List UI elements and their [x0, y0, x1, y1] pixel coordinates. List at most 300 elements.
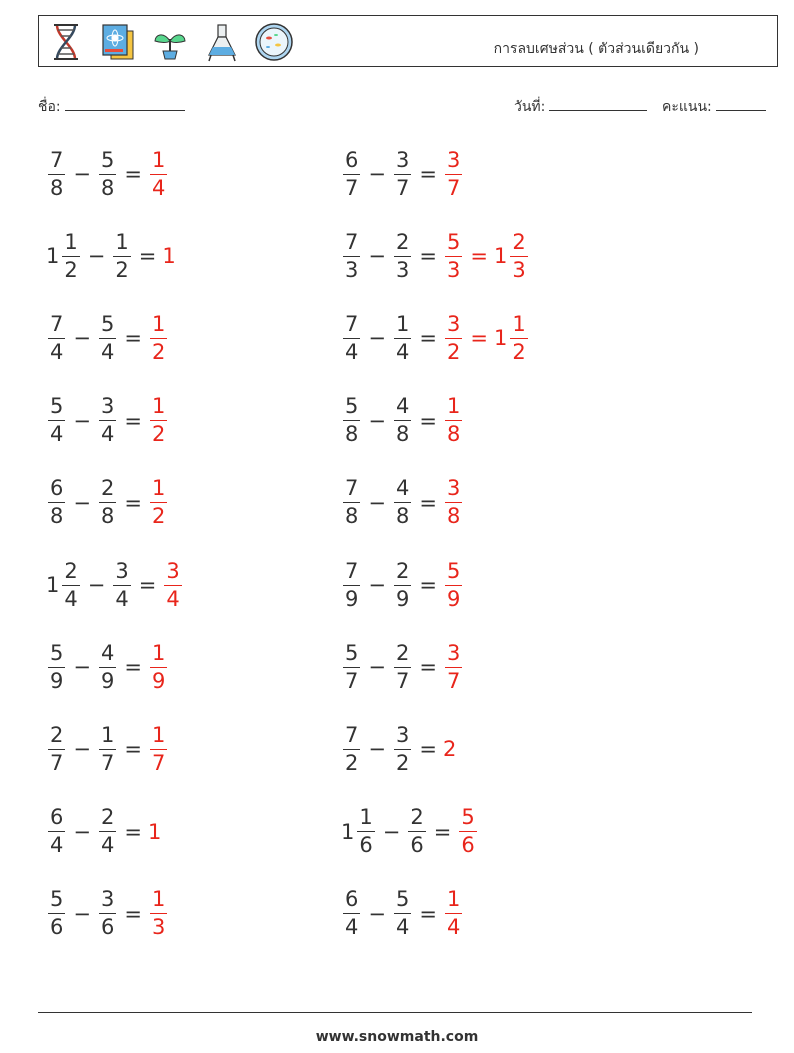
- numerator: 3: [446, 476, 461, 501]
- numerator: 1: [395, 311, 410, 336]
- equals-sign: =: [138, 244, 157, 269]
- numerator: 5: [50, 394, 64, 419]
- name-field[interactable]: [38, 96, 185, 118]
- denominator: 4: [50, 339, 64, 364]
- answer: [443, 229, 530, 282]
- footer-divider: [38, 1012, 752, 1013]
- numerator: 5: [446, 229, 461, 254]
- denominator: 9: [446, 586, 461, 611]
- numerator: 7: [50, 147, 64, 172]
- denominator: 6: [461, 833, 475, 858]
- mixed-number: [46, 396, 67, 445]
- problem-9: [46, 473, 169, 533]
- denominator: 4: [100, 339, 115, 364]
- mixed-number: [443, 737, 457, 761]
- worksheet-title: การลบเศษส่วน ( ตัวส่วนเดียวกัน ): [493, 41, 699, 57]
- numerator: 1: [151, 311, 166, 336]
- fraction: [445, 640, 462, 693]
- minus-sign: −: [368, 901, 386, 926]
- worksheet-header: [38, 15, 778, 67]
- numerator: 1: [151, 394, 166, 419]
- denominator: 7: [151, 750, 166, 775]
- mixed-number: [443, 558, 464, 611]
- numerator: 3: [100, 394, 115, 419]
- fraction: [445, 311, 462, 364]
- minus-sign: −: [368, 326, 386, 351]
- fraction: [48, 722, 65, 775]
- numerator: 6: [345, 147, 359, 172]
- numerator: 3: [166, 558, 180, 583]
- mixed-number: [148, 478, 169, 527]
- fraction: [99, 478, 116, 527]
- science-book-icon: [97, 21, 139, 63]
- equals-sign: =: [124, 326, 142, 351]
- denominator: 4: [64, 586, 78, 611]
- mixed-number: [341, 396, 362, 445]
- answer: [443, 396, 464, 445]
- mixed-number: [46, 558, 82, 611]
- header-icons: [45, 20, 295, 64]
- minus-sign: −: [73, 408, 91, 433]
- denominator: 6: [410, 833, 424, 858]
- numerator: 2: [395, 229, 410, 254]
- numerator: 5: [345, 394, 359, 419]
- numerator: 5: [100, 311, 115, 336]
- minus-sign: −: [73, 737, 91, 762]
- fraction: [445, 889, 462, 938]
- fraction: [150, 147, 167, 200]
- fraction: [113, 229, 130, 282]
- minus-sign: −: [368, 490, 386, 515]
- name-blank[interactable]: [65, 97, 185, 111]
- answer: [162, 558, 183, 611]
- fraction: [48, 147, 65, 200]
- equals-sign: =: [470, 244, 488, 269]
- mixed-number: [46, 311, 67, 364]
- equals-sign: =: [124, 819, 142, 844]
- numerator: 1: [446, 394, 461, 419]
- minus-sign: −: [368, 162, 386, 186]
- denominator: 7: [395, 668, 410, 693]
- denominator: 4: [100, 833, 115, 858]
- minus-sign: −: [368, 737, 386, 762]
- fraction: [48, 396, 65, 445]
- mixed-number: [97, 396, 118, 445]
- equals-sign: =: [124, 490, 142, 515]
- mixed-number: [341, 807, 377, 856]
- mixed-number: [341, 722, 362, 775]
- answer: [148, 147, 169, 200]
- problem-16: [341, 719, 457, 779]
- answer: [148, 311, 169, 364]
- numerator: 1: [151, 476, 166, 501]
- numerator: 5: [50, 887, 64, 912]
- fraction: [48, 889, 65, 938]
- minus-sign: −: [382, 819, 401, 844]
- mixed-number: [111, 558, 132, 611]
- score-label: คะแนน:: [662, 99, 712, 115]
- mixed-number: [148, 640, 169, 693]
- denominator: 8: [395, 504, 410, 529]
- mixed-number: [443, 478, 464, 527]
- mixed-number: [341, 478, 362, 527]
- numerator: 1: [151, 147, 166, 172]
- denominator: 4: [50, 422, 64, 447]
- fraction: [99, 640, 116, 693]
- answer: [148, 478, 169, 527]
- numerator: 2: [395, 558, 410, 583]
- mixed-number: [443, 311, 464, 364]
- minus-sign: −: [368, 244, 386, 269]
- denominator: 2: [395, 750, 410, 775]
- equals-sign: =: [124, 162, 142, 186]
- fraction: [150, 311, 167, 364]
- fraction: [343, 640, 360, 693]
- numerator: 5: [461, 805, 475, 830]
- mixed-number: [148, 889, 169, 938]
- problem-12: [341, 555, 464, 615]
- minus-sign: −: [73, 901, 91, 926]
- numerator: 7: [345, 558, 359, 583]
- numerator: 2: [100, 805, 115, 830]
- fraction: [394, 396, 411, 445]
- numerator: 3: [395, 147, 410, 172]
- numerator: 3: [446, 311, 461, 336]
- denominator: 8: [446, 504, 461, 529]
- mixed-number: [443, 640, 464, 693]
- numerator: 4: [395, 394, 410, 419]
- minus-sign: −: [87, 244, 106, 269]
- numerator: 7: [345, 476, 359, 501]
- problem-11: [46, 555, 184, 615]
- whole-number: 1: [147, 819, 162, 844]
- fraction: [99, 311, 116, 364]
- fraction: [343, 147, 360, 200]
- mixed-number: [46, 478, 67, 527]
- fraction: [445, 396, 462, 445]
- problem-20: [341, 884, 464, 944]
- mixed-number: [111, 229, 132, 282]
- minus-sign: −: [368, 573, 386, 597]
- answer: [443, 478, 464, 527]
- answer: [443, 311, 530, 364]
- fraction: [48, 640, 65, 693]
- fraction: [113, 558, 130, 611]
- mixed-number: [97, 807, 118, 856]
- minus-sign: −: [73, 655, 91, 680]
- mixed-number: [443, 147, 464, 200]
- fraction: [150, 722, 167, 775]
- fraction: [343, 311, 360, 364]
- numerator: 1: [446, 887, 461, 912]
- numerator: 6: [50, 805, 64, 830]
- fraction: [394, 558, 411, 611]
- answer: [443, 558, 464, 611]
- denominator: 9: [345, 586, 359, 611]
- fraction: [445, 229, 462, 282]
- mixed-number: [46, 889, 67, 938]
- fraction: [343, 229, 360, 282]
- numerator: 7: [345, 311, 359, 336]
- numerator: 1: [64, 229, 78, 254]
- answer: [148, 396, 169, 445]
- denominator: 4: [115, 586, 129, 611]
- fraction: [445, 478, 462, 527]
- mixed-number: [392, 640, 413, 693]
- score-blank[interactable]: [716, 97, 766, 111]
- problem-13: [46, 637, 169, 697]
- answer: [148, 722, 169, 775]
- answer: [457, 807, 478, 856]
- date-field[interactable]: [514, 96, 647, 118]
- fraction: [150, 640, 167, 693]
- fraction: [343, 396, 360, 445]
- mixed-number: [97, 640, 118, 693]
- fraction: [394, 147, 411, 200]
- equals-sign: =: [419, 162, 437, 186]
- plant-sprout-icon: [149, 21, 191, 63]
- problem-18: [341, 802, 479, 862]
- numerator: 5: [50, 640, 64, 665]
- denominator: 6: [50, 915, 64, 940]
- mixed-number: [46, 722, 67, 775]
- denominator: 7: [446, 175, 461, 200]
- mixed-number: [148, 396, 169, 445]
- problem-15: [46, 719, 169, 779]
- mixed-number: [97, 311, 118, 364]
- problem-14: [341, 637, 464, 697]
- fraction: [150, 889, 167, 938]
- problem-4: [341, 226, 530, 286]
- minus-sign: −: [368, 408, 386, 433]
- mixed-number: [443, 889, 464, 938]
- numerator: 7: [50, 311, 64, 336]
- denominator: 9: [50, 668, 64, 693]
- denominator: 2: [151, 504, 166, 529]
- lab-flask-icon: [201, 21, 243, 63]
- date-label: วันที่:: [514, 99, 546, 115]
- denominator: 3: [151, 915, 166, 940]
- answer: [148, 640, 169, 693]
- fraction: [510, 311, 527, 364]
- answer: [148, 820, 162, 844]
- numerator: 3: [395, 722, 410, 747]
- problem-5: [46, 308, 169, 368]
- fraction: [150, 478, 167, 527]
- denominator: 7: [345, 668, 359, 693]
- numerator: 2: [100, 476, 115, 501]
- mixed-number: [392, 478, 413, 527]
- equals-sign: =: [470, 326, 488, 351]
- whole-number: 2: [442, 737, 457, 762]
- dna-icon: [45, 21, 87, 63]
- fraction: [510, 229, 527, 282]
- denominator: 4: [395, 915, 410, 940]
- equals-sign: =: [138, 573, 157, 597]
- denominator: 8: [100, 175, 115, 200]
- denominator: 7: [50, 750, 64, 775]
- mixed-number: [97, 722, 118, 775]
- problem-6: [341, 308, 530, 368]
- numerator: 4: [100, 640, 115, 665]
- denominator: 8: [446, 422, 461, 447]
- equals-sign: =: [124, 737, 142, 762]
- equals-sign: =: [124, 901, 142, 926]
- problem-8: [341, 391, 464, 451]
- fraction: [99, 396, 116, 445]
- answer: [443, 147, 464, 200]
- whole-number: 1: [493, 326, 508, 351]
- score-field[interactable]: [662, 96, 766, 118]
- denominator: 3: [345, 257, 359, 282]
- mixed-number: [392, 889, 413, 938]
- mixed-number: [392, 311, 413, 364]
- equals-sign: =: [124, 408, 142, 433]
- mixed-number: [148, 820, 162, 844]
- mixed-number: [97, 478, 118, 527]
- denominator: 2: [151, 339, 166, 364]
- denominator: 2: [64, 257, 78, 282]
- mixed-number: [148, 311, 169, 364]
- denominator: 9: [395, 586, 410, 611]
- whole-number: 1: [46, 244, 60, 269]
- equals-sign: =: [419, 408, 437, 433]
- denominator: 4: [446, 915, 461, 940]
- numerator: 1: [151, 640, 166, 665]
- denominator: 2: [151, 422, 166, 447]
- equals-sign: =: [419, 490, 437, 515]
- denominator: 2: [345, 750, 359, 775]
- equals-sign: =: [124, 655, 142, 680]
- denominator: 2: [115, 257, 129, 282]
- footer-url[interactable]: www.snowmath.com: [315, 1029, 479, 1045]
- fraction: [445, 147, 462, 200]
- denominator: 7: [446, 668, 461, 693]
- date-blank[interactable]: [549, 97, 647, 111]
- mixed-number: [392, 558, 413, 611]
- denominator: 9: [100, 668, 115, 693]
- mixed-number: [148, 722, 169, 775]
- equals-sign: =: [419, 326, 437, 351]
- fraction: [343, 558, 360, 611]
- minus-sign: −: [87, 573, 106, 597]
- fraction: [408, 807, 425, 856]
- mixed-number: [97, 889, 118, 938]
- numerator: 6: [345, 887, 359, 912]
- fraction: [99, 807, 116, 856]
- denominator: 3: [446, 257, 461, 282]
- denominator: 3: [395, 257, 410, 282]
- denominator: 6: [359, 833, 373, 858]
- answer: [148, 889, 169, 938]
- minus-sign: −: [73, 819, 91, 844]
- denominator: 4: [166, 586, 180, 611]
- problem-17: [46, 802, 162, 862]
- numerator: 2: [50, 722, 64, 747]
- fraction: [48, 478, 65, 527]
- denominator: 7: [395, 175, 410, 200]
- answer: [162, 244, 176, 268]
- numerator: 3: [446, 640, 461, 665]
- numerator: 7: [345, 229, 359, 254]
- numerator: 5: [446, 558, 461, 583]
- fraction: [394, 722, 411, 775]
- name-label: ชื่อ:: [38, 99, 61, 115]
- numerator: 5: [345, 640, 359, 665]
- minus-sign: −: [73, 490, 91, 515]
- whole-number: 1: [162, 244, 176, 269]
- numerator: 2: [395, 640, 410, 665]
- mixed-number: [46, 640, 67, 693]
- mixed-number: [341, 640, 362, 693]
- numerator: 3: [115, 558, 129, 583]
- numerator: 7: [345, 722, 359, 747]
- mixed-number: [392, 722, 413, 775]
- mixed-number: [97, 147, 118, 200]
- fraction: [164, 558, 181, 611]
- answer: [443, 889, 464, 938]
- numerator: 3: [100, 887, 115, 912]
- equals-sign: =: [419, 737, 437, 762]
- numerator: 5: [395, 887, 410, 912]
- numerator: 1: [151, 887, 166, 912]
- fraction: [394, 640, 411, 693]
- denominator: 4: [345, 339, 359, 364]
- denominator: 8: [50, 175, 64, 200]
- fraction: [150, 396, 167, 445]
- fraction: [357, 807, 374, 856]
- problem-3: [46, 226, 177, 286]
- denominator: 8: [100, 504, 115, 529]
- whole-number: 1: [46, 573, 60, 597]
- mixed-number: [392, 396, 413, 445]
- mixed-number: [46, 807, 67, 856]
- mixed-number: [457, 807, 478, 856]
- whole-number: 1: [493, 244, 508, 269]
- problem-2: [341, 144, 464, 204]
- mixed-number: [443, 396, 464, 445]
- denominator: 8: [345, 504, 359, 529]
- denominator: 3: [512, 257, 526, 282]
- fraction: [99, 889, 116, 938]
- mixed-number: [46, 229, 82, 282]
- problem-7: [46, 391, 169, 451]
- numerator: 1: [151, 722, 166, 747]
- equals-sign: =: [419, 655, 437, 680]
- mixed-number: [341, 147, 362, 200]
- numerator: 1: [100, 722, 115, 747]
- denominator: 9: [151, 668, 166, 693]
- fraction: [394, 889, 411, 938]
- numerator: 1: [512, 311, 526, 336]
- mixed-number: [341, 229, 362, 282]
- numerator: 1: [359, 805, 373, 830]
- denominator: 4: [100, 422, 115, 447]
- problem-10: [341, 473, 464, 533]
- mixed-number: [341, 558, 362, 611]
- fraction: [394, 478, 411, 527]
- fraction: [48, 807, 65, 856]
- fraction: [48, 311, 65, 364]
- minus-sign: −: [368, 655, 386, 680]
- denominator: 2: [512, 339, 526, 364]
- mixed-number: [406, 807, 427, 856]
- numerator: 3: [446, 147, 461, 172]
- equals-sign: =: [419, 573, 437, 597]
- fraction: [99, 147, 116, 200]
- minus-sign: −: [73, 326, 91, 351]
- mixed-number: [392, 229, 413, 282]
